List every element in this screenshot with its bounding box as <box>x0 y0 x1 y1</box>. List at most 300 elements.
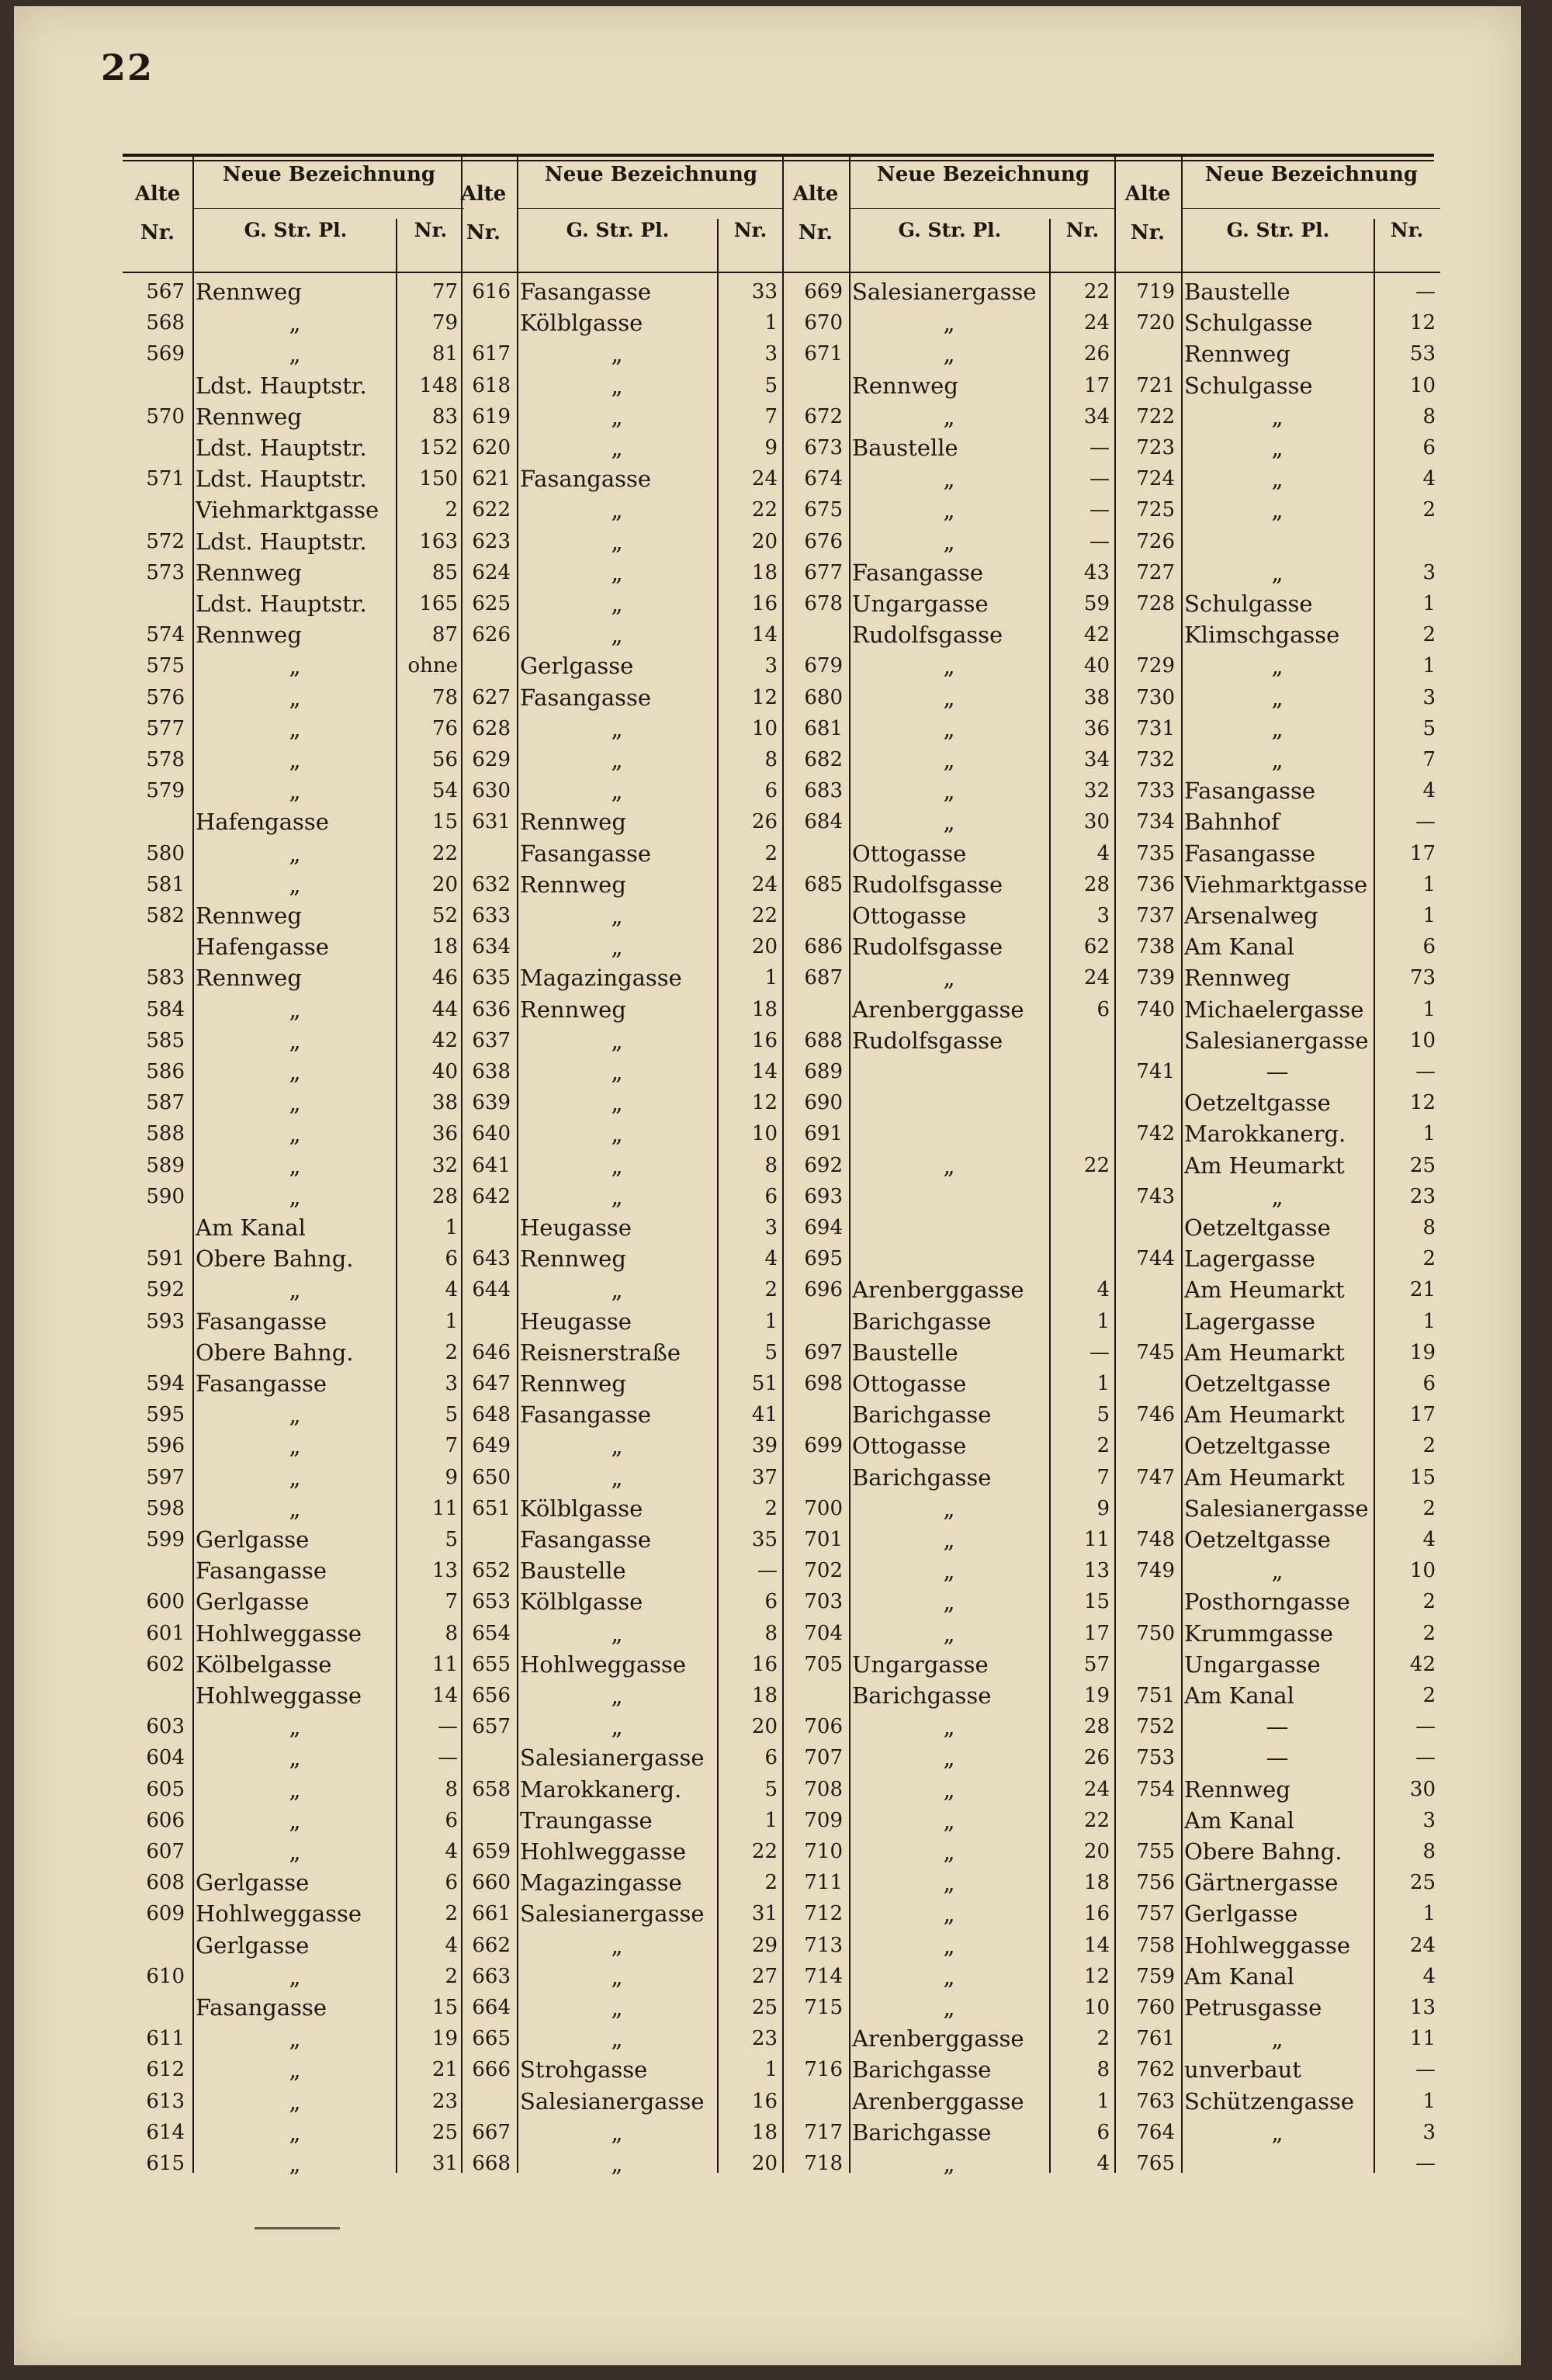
table-row <box>123 1680 464 1711</box>
table-row <box>123 1867 464 1898</box>
old-number: 685 <box>804 872 843 896</box>
old-number: 695 <box>804 1247 843 1271</box>
house-number: 12 <box>751 685 778 709</box>
house-number: 1 <box>1422 872 1436 896</box>
street-name: „ <box>943 747 955 773</box>
street-name: Schulgasse <box>1184 372 1313 399</box>
street-name: Rennweg <box>1184 965 1290 992</box>
street-name: „ <box>611 1464 623 1491</box>
house-number: 4 <box>1422 779 1436 803</box>
table-row <box>1114 1337 1440 1368</box>
old-number: 669 <box>804 280 843 303</box>
table-row <box>782 1212 1116 1243</box>
old-number: 736 <box>1136 872 1175 896</box>
table-row <box>782 1555 1116 1586</box>
house-number: 3 <box>445 1372 458 1395</box>
table-row <box>450 1150 784 1181</box>
house-number: 25 <box>751 1996 778 2019</box>
street-name: Schulgasse <box>1184 310 1313 337</box>
house-number: 5 <box>1422 716 1436 740</box>
street-name: Ungargasse <box>852 591 989 617</box>
old-number-header: Alte Nr. <box>792 182 839 244</box>
street-name: „ <box>943 403 955 430</box>
house-number: — <box>1415 810 1436 834</box>
house-number: 6 <box>764 1746 778 1770</box>
old-number: 589 <box>146 1153 185 1177</box>
street-name: unverbaut <box>1184 2056 1301 2084</box>
street-name: „ <box>289 2025 301 2053</box>
table-row <box>1114 1555 1440 1586</box>
old-number: 620 <box>472 436 511 459</box>
table-row <box>1114 1274 1440 1305</box>
house-number: 10 <box>1409 1028 1436 1052</box>
old-number: 759 <box>1136 1964 1175 1988</box>
house-number: 2 <box>764 1278 778 1302</box>
table-row <box>1114 1056 1440 1087</box>
table-row <box>123 338 464 369</box>
house-number: 1 <box>445 1216 458 1239</box>
street-name: Am Heumarkt <box>1184 1464 1345 1491</box>
table-row <box>123 1368 464 1399</box>
old-number: 678 <box>804 592 843 615</box>
street-name: Ldst. Hauptstr. <box>196 466 367 493</box>
house-number: 1 <box>1422 2089 1436 2113</box>
house-number: 42 <box>431 1028 458 1052</box>
house-number: 77 <box>431 280 458 303</box>
street-name: Petrusgasse <box>1184 1994 1322 2021</box>
house-number: 9 <box>445 1465 458 1489</box>
old-number: 706 <box>804 1715 843 1739</box>
street-name: „ <box>943 1931 955 1959</box>
street-name: „ <box>943 1900 955 1928</box>
house-number: 37 <box>751 1465 778 1489</box>
house-number: 6 <box>764 1184 778 1208</box>
house-number: 59 <box>1083 592 1110 615</box>
footer-mark <box>255 2227 340 2229</box>
house-number: 57 <box>1083 1652 1110 1676</box>
street-name: „ <box>289 1495 301 1522</box>
house-number: 18 <box>431 935 458 959</box>
house-number: 3 <box>1096 904 1110 927</box>
table-row <box>123 1181 464 1212</box>
house-number: 1 <box>1422 904 1436 927</box>
old-number: 583 <box>146 966 185 990</box>
old-number: 640 <box>472 1122 511 1146</box>
house-number: 83 <box>431 404 458 428</box>
street-name: „ <box>943 1869 955 1897</box>
house-number: 13 <box>431 1559 458 1583</box>
house-number: 14 <box>431 1684 458 1707</box>
table-row <box>782 1306 1116 1337</box>
street-name: Rennweg <box>196 403 302 430</box>
table-row <box>123 1836 464 1867</box>
house-number: 1 <box>1096 1309 1110 1333</box>
street-name: „ <box>289 1433 301 1460</box>
street-name: Ottogasse <box>852 1433 967 1460</box>
street-name: „ <box>1271 684 1284 711</box>
street-name: Am Heumarkt <box>1184 1401 1345 1429</box>
street-name: Oetzeltgasse <box>1184 1090 1331 1117</box>
table-row <box>450 1212 784 1243</box>
table-header <box>450 155 784 273</box>
house-number: 31 <box>751 1902 778 1926</box>
house-number: 22 <box>1083 1153 1110 1177</box>
table-row <box>123 401 464 432</box>
house-number: 163 <box>419 529 458 553</box>
house-number: 22 <box>1083 1808 1110 1832</box>
table-header <box>782 155 1116 273</box>
table-row <box>1114 1742 1440 1773</box>
street-name: Barichgasse <box>852 1682 992 1709</box>
street-name: Ldst. Hauptstr. <box>196 372 367 399</box>
table-row <box>782 1649 1116 1680</box>
street-name: „ <box>611 403 623 430</box>
table-row <box>123 1306 464 1337</box>
table-row <box>782 1805 1116 1836</box>
street-name: „ <box>611 591 623 617</box>
table-row <box>1114 338 1440 369</box>
old-number: 575 <box>146 654 185 678</box>
old-number: 737 <box>1136 904 1175 927</box>
house-number: 8 <box>1096 2058 1110 2082</box>
table-row <box>782 401 1116 432</box>
table-row <box>1114 1524 1440 1555</box>
table-row <box>1114 1212 1440 1243</box>
house-number: 7 <box>445 1590 458 1614</box>
old-number: 712 <box>804 1902 843 1926</box>
street-name: Am Heumarkt <box>1184 1277 1345 1304</box>
table-row <box>1114 1118 1440 1149</box>
house-number: 14 <box>751 623 778 647</box>
table-row <box>123 494 464 525</box>
table-row <box>1114 2054 1440 2085</box>
house-number: — <box>1415 1746 1436 1770</box>
house-number: 10 <box>1083 1996 1110 2019</box>
house-number: 1 <box>1096 1372 1110 1395</box>
house-number: 4 <box>764 1247 778 1271</box>
house-number: 2 <box>1096 2027 1110 2051</box>
house-number: 8 <box>1422 1840 1436 1863</box>
old-number: 673 <box>804 436 843 459</box>
house-number: — <box>1415 2152 1436 2175</box>
old-number: 729 <box>1136 654 1175 678</box>
old-number: 653 <box>472 1590 511 1614</box>
table-row <box>782 338 1116 369</box>
table-row <box>450 1930 784 1961</box>
street-name: Rennweg <box>1184 1775 1290 1803</box>
house-number: 53 <box>1409 342 1436 366</box>
old-number: 629 <box>472 748 511 771</box>
table-row <box>123 1462 464 1493</box>
house-number: 2 <box>764 1496 778 1520</box>
street-name: „ <box>289 684 301 711</box>
table-row <box>782 1711 1116 1742</box>
old-number: 656 <box>472 1684 511 1707</box>
old-number: 684 <box>804 810 843 834</box>
street-name: „ <box>611 435 623 461</box>
old-number: 677 <box>804 560 843 584</box>
street-name: Hohlweggasse <box>196 1682 362 1709</box>
table-row <box>450 1711 784 1742</box>
table-row <box>123 962 464 993</box>
table-row <box>1114 1618 1440 1649</box>
house-number: 5 <box>764 1340 778 1364</box>
street-name: „ <box>611 1183 623 1210</box>
old-number: 631 <box>472 810 511 834</box>
old-number: 735 <box>1136 841 1175 865</box>
old-number-header: Alte Nr. <box>1124 182 1171 244</box>
house-number: — <box>1415 1060 1436 1083</box>
table-row <box>123 1399 464 1430</box>
street-name: Oetzeltgasse <box>1184 1370 1331 1397</box>
street-name: Rennweg <box>520 809 626 836</box>
table-row <box>123 432 464 463</box>
old-number: 701 <box>804 1528 843 1551</box>
page <box>14 6 1521 2365</box>
house-number: 10 <box>751 1122 778 1146</box>
table-row <box>1114 1087 1440 1118</box>
street-name: Obere Bahng. <box>196 1245 354 1273</box>
table-row <box>123 1150 464 1181</box>
house-number: 24 <box>1409 1933 1436 1957</box>
new-designation-header: Neue Bezeichnung G. Str. Pl. Nr. <box>194 155 464 272</box>
house-number: 87 <box>431 623 458 647</box>
table-row <box>450 1306 784 1337</box>
street-name: Salesianergasse <box>1184 1027 1369 1054</box>
street-name: „ <box>289 2056 301 2084</box>
house-number: 6 <box>764 779 778 803</box>
table-row <box>782 1930 1116 1961</box>
table-row <box>782 869 1116 900</box>
old-number: 675 <box>804 498 843 522</box>
house-number: 4 <box>445 1278 458 1302</box>
old-number: 584 <box>146 997 185 1021</box>
old-number: 607 <box>146 1840 185 1863</box>
table-row <box>1114 1992 1440 2023</box>
street-name: Rennweg <box>520 1370 626 1397</box>
old-number: 690 <box>804 1091 843 1115</box>
street-name: Baustelle <box>1184 279 1290 305</box>
table-row <box>123 1555 464 1586</box>
house-number: 2 <box>445 1964 458 1988</box>
old-number: 665 <box>472 2027 511 2051</box>
house-number: 3 <box>1422 685 1436 709</box>
table-row <box>782 2054 1116 2085</box>
street-name: „ <box>943 1775 955 1803</box>
house-number: 1 <box>445 1309 458 1333</box>
street-name: Lagergasse <box>1184 1245 1315 1273</box>
street-name: Lagergasse <box>1184 1308 1315 1335</box>
table-row <box>782 650 1116 681</box>
table-row <box>450 806 784 837</box>
street-name: „ <box>1271 1183 1284 1210</box>
street-name: Oetzeltgasse <box>1184 1433 1331 1460</box>
table-row <box>450 2054 784 2085</box>
street-name: Baustelle <box>852 1339 958 1366</box>
old-number: 693 <box>804 1184 843 1208</box>
table-row <box>1114 2023 1440 2054</box>
street-name: „ <box>289 840 301 867</box>
table-row <box>782 1430 1116 1461</box>
street-name: „ <box>611 747 623 773</box>
street-name: Schulgasse <box>1184 591 1313 617</box>
table-row <box>450 1462 784 1493</box>
street-name: Am Heumarkt <box>1184 1339 1345 1366</box>
house-number: — <box>1415 2058 1436 2082</box>
street-name: Kölblgasse <box>520 1588 643 1616</box>
house-number: 85 <box>431 560 458 584</box>
house-number: 20 <box>751 529 778 553</box>
old-number: 754 <box>1136 1777 1175 1801</box>
table-row <box>782 494 1116 525</box>
street-name: Fasangasse <box>520 684 652 711</box>
old-number: 666 <box>472 2058 511 2082</box>
table-row <box>782 1399 1116 1430</box>
house-number: 7 <box>764 404 778 428</box>
table-row <box>123 713 464 744</box>
table-body <box>1114 273 1440 2174</box>
table-row <box>450 1025 784 1056</box>
old-number: 752 <box>1136 1715 1175 1739</box>
house-number: 40 <box>1083 654 1110 678</box>
house-number: 2 <box>1422 1434 1436 1458</box>
street-name: „ <box>943 1807 955 1834</box>
table-row <box>123 1930 464 1961</box>
old-number: 745 <box>1136 1340 1175 1364</box>
table-header <box>123 155 464 273</box>
old-number: 715 <box>804 1996 843 2019</box>
old-number: 582 <box>146 904 185 927</box>
house-number: 21 <box>1409 1278 1436 1302</box>
old-number: 639 <box>472 1091 511 1115</box>
table-row <box>123 370 464 401</box>
table-row <box>450 619 784 650</box>
table-row <box>782 744 1116 775</box>
house-number: 2 <box>764 1871 778 1895</box>
table-row <box>1114 588 1440 619</box>
house-number: 41 <box>751 1403 778 1427</box>
old-number: 698 <box>804 1372 843 1395</box>
house-number: 10 <box>1409 1559 1436 1583</box>
old-number: 599 <box>146 1528 185 1551</box>
house-number: 15 <box>1409 1465 1436 1489</box>
house-number: 5 <box>1096 1403 1110 1427</box>
old-number: 724 <box>1136 467 1175 491</box>
table-row <box>123 869 464 900</box>
table-row <box>1114 1680 1440 1711</box>
street-name: „ <box>943 715 955 742</box>
old-number: 710 <box>804 1840 843 1863</box>
table-row <box>450 1586 784 1617</box>
street-name: Kölbelgasse <box>196 1651 332 1678</box>
house-number: 17 <box>1409 841 1436 865</box>
old-number: 585 <box>146 1028 185 1052</box>
old-number-header: Alte Nr. <box>460 182 507 244</box>
old-number: 610 <box>146 1964 185 1988</box>
old-number: 679 <box>804 654 843 678</box>
old-number: 751 <box>1136 1684 1175 1707</box>
street-name: „ <box>611 528 623 555</box>
house-number: 6 <box>764 1590 778 1614</box>
house-number: 15 <box>431 1996 458 2019</box>
house-number: 11 <box>431 1496 458 1520</box>
house-number: 18 <box>751 1684 778 1707</box>
table-row <box>450 1742 784 1773</box>
old-number: 570 <box>146 404 185 428</box>
street-name: „ <box>289 1152 301 1179</box>
table-row <box>450 1898 784 1929</box>
street-name: „ <box>289 1090 301 1117</box>
street-name: Hohlweggasse <box>1184 1931 1351 1959</box>
old-number: 663 <box>472 1964 511 1988</box>
table-row <box>1114 1898 1440 1929</box>
street-name: „ <box>611 1277 623 1304</box>
old-number: 646 <box>472 1340 511 1364</box>
old-number: 753 <box>1136 1746 1175 1770</box>
table-row <box>123 1898 464 1929</box>
street-name: Rudolfsgasse <box>852 934 1003 961</box>
street-name: „ <box>611 1058 623 1085</box>
house-number: 18 <box>751 2120 778 2144</box>
street-name: „ <box>611 1713 623 1741</box>
house-number: 76 <box>431 716 458 740</box>
table-row <box>782 1618 1116 1649</box>
table-row <box>1114 838 1440 869</box>
old-number: 619 <box>472 404 511 428</box>
table-row <box>123 1056 464 1087</box>
table-row <box>450 1181 784 1212</box>
table-row <box>782 370 1116 401</box>
street-name: Hohlweggasse <box>196 1620 362 1647</box>
table-row <box>123 2086 464 2117</box>
house-number: 14 <box>751 1060 778 1083</box>
table-row <box>450 2148 784 2179</box>
table-block-1 <box>123 155 464 2177</box>
street-name: Gerlgasse <box>196 1869 310 1897</box>
house-number: 16 <box>1083 1902 1110 1926</box>
street-name: Fasangasse <box>1184 840 1316 867</box>
old-number: 739 <box>1136 966 1175 990</box>
old-number: 732 <box>1136 748 1175 771</box>
street-name: „ <box>1271 715 1284 742</box>
street-name: Fasangasse <box>520 840 652 867</box>
old-number: 744 <box>1136 1247 1175 1271</box>
house-number: 8 <box>1422 404 1436 428</box>
table-row <box>123 1711 464 1742</box>
table-row <box>450 557 784 588</box>
street-name: „ <box>611 902 623 929</box>
street-name: Rennweg <box>520 871 626 898</box>
house-number: 62 <box>1083 935 1110 959</box>
table-row <box>123 900 464 931</box>
table-row <box>782 1586 1116 1617</box>
street-name: Barichgasse <box>852 1308 992 1335</box>
house-number: 27 <box>751 1964 778 1988</box>
table-row <box>1114 650 1440 681</box>
old-number: 634 <box>472 935 511 959</box>
old-number: 612 <box>146 2058 185 2082</box>
table-row <box>450 1867 784 1898</box>
old-number: 730 <box>1136 685 1175 709</box>
house-number: 73 <box>1409 966 1436 990</box>
house-number: 4 <box>445 1840 458 1863</box>
table-row <box>450 588 784 619</box>
house-number: — <box>1090 498 1110 522</box>
street-name: „ <box>1271 559 1284 586</box>
table-row <box>1114 1774 1440 1805</box>
old-number: 655 <box>472 1652 511 1676</box>
house-number: 22 <box>751 498 778 522</box>
